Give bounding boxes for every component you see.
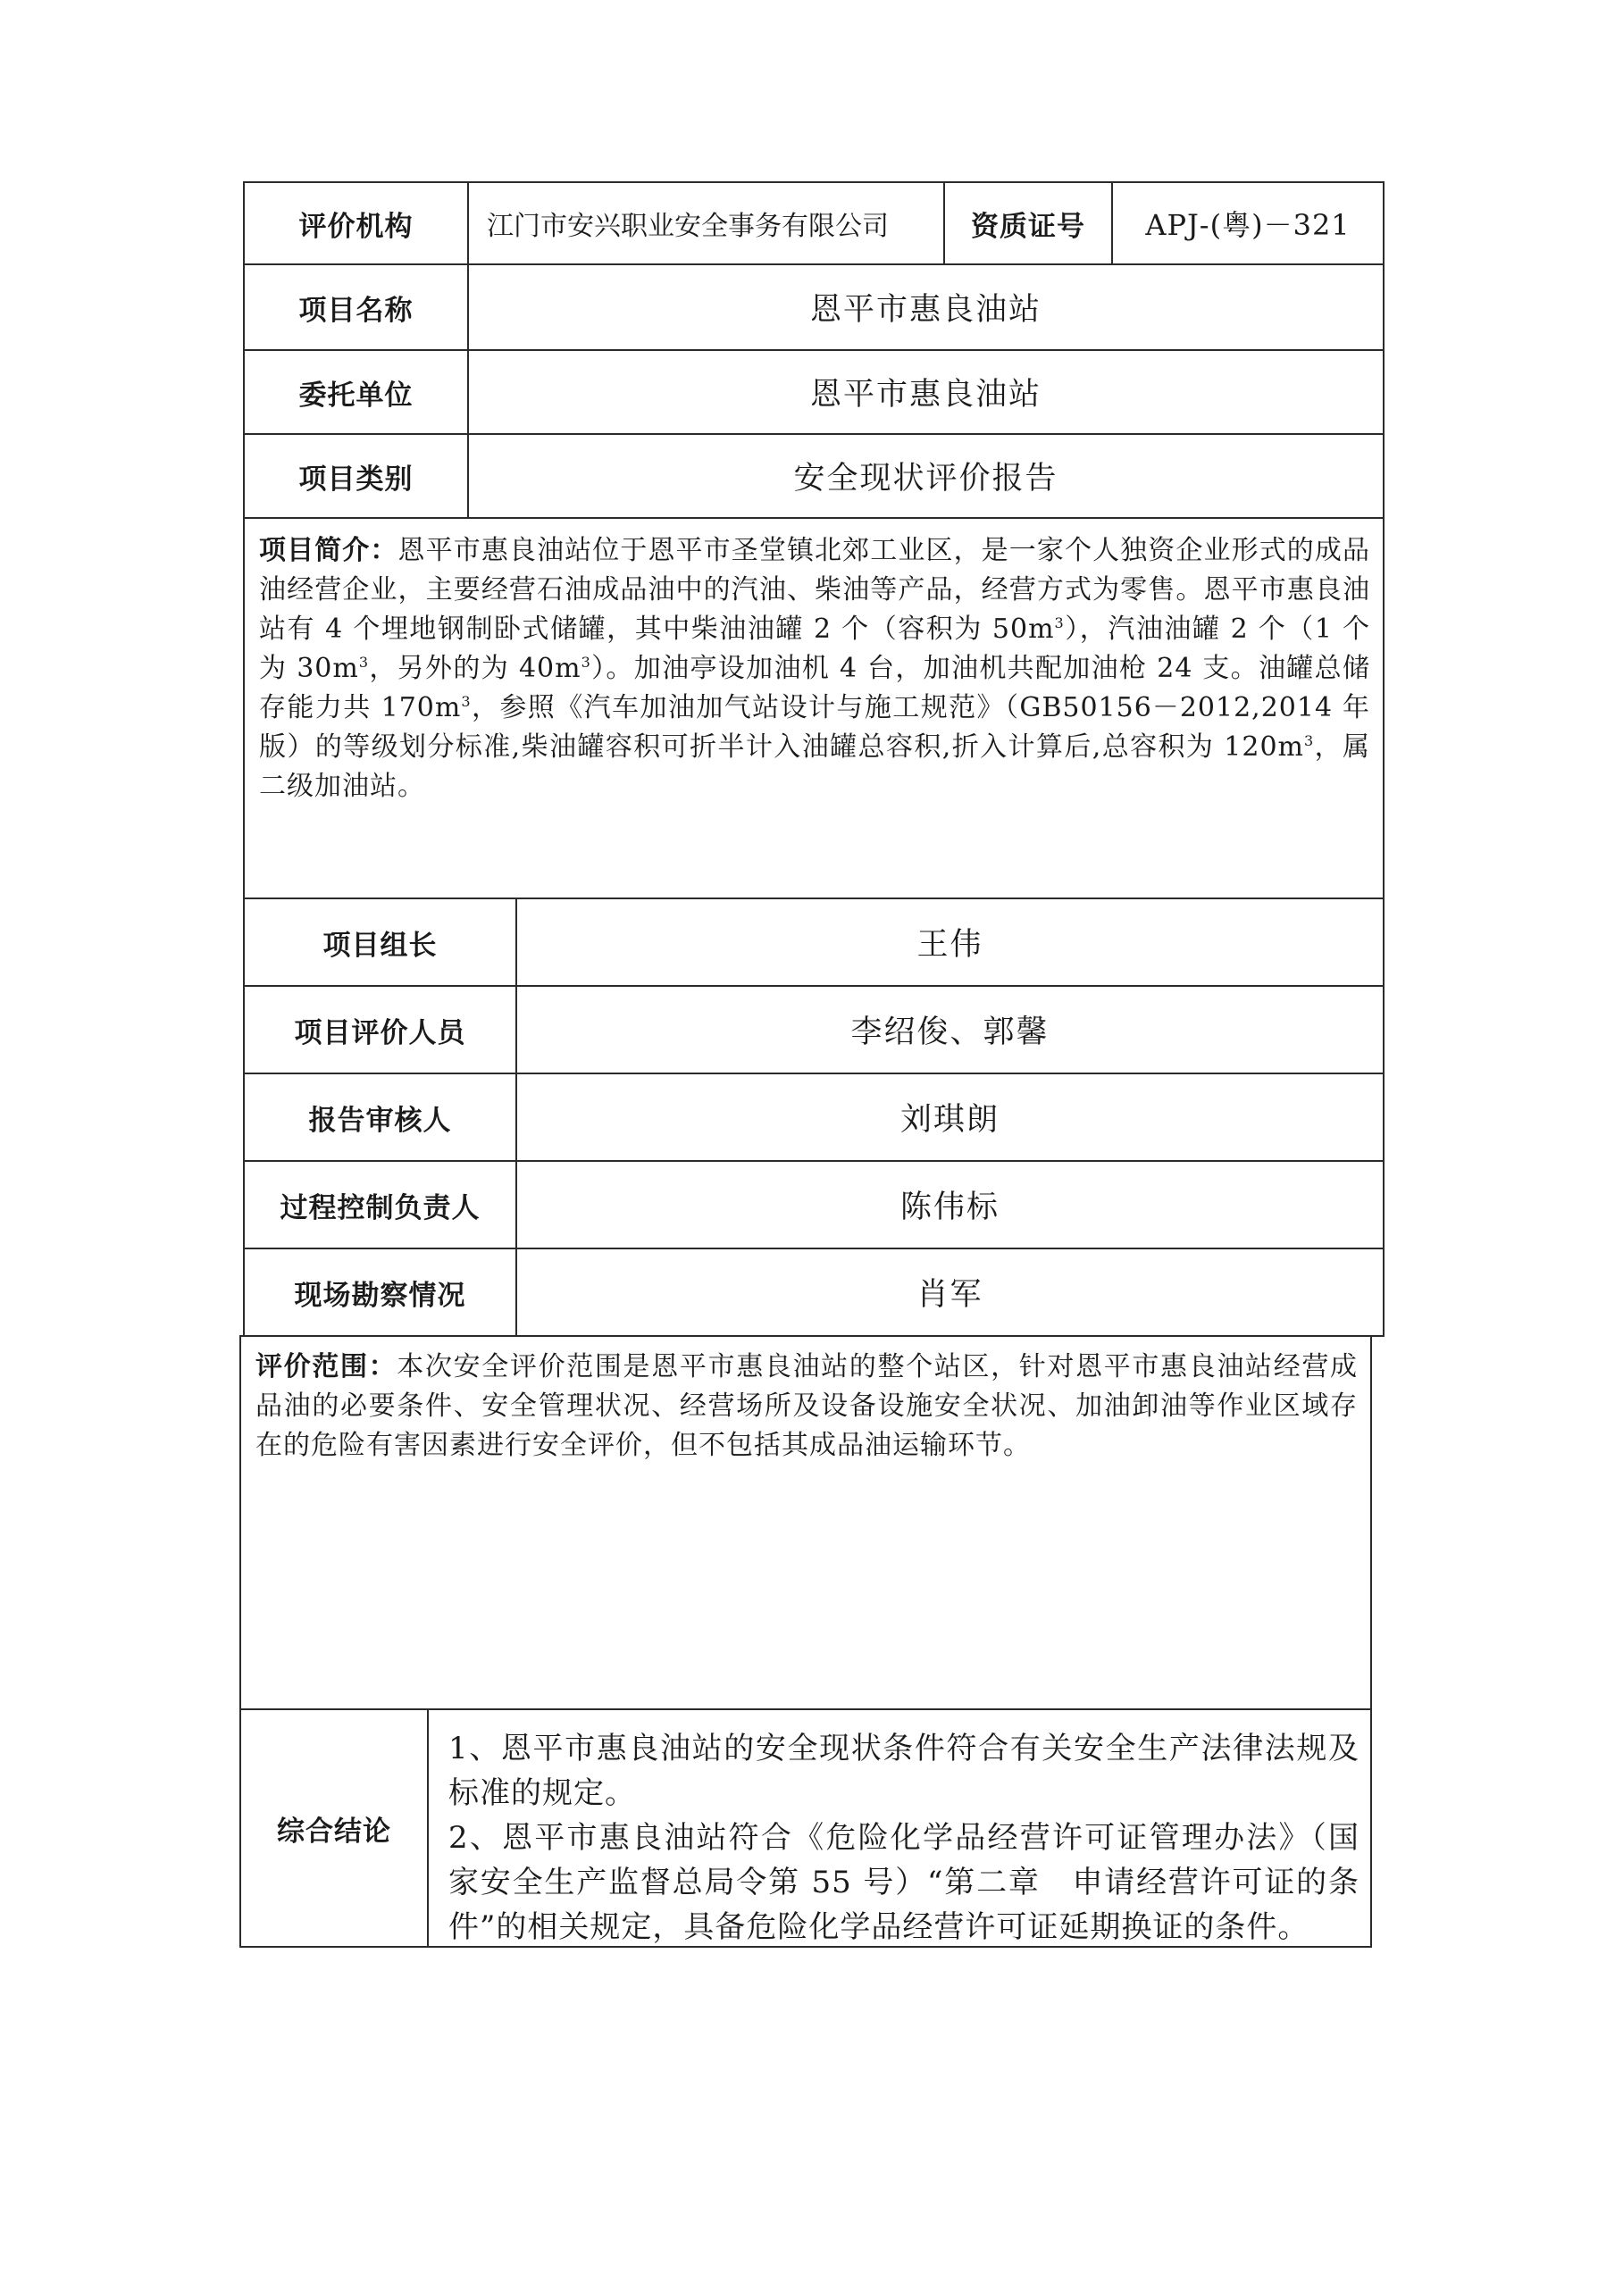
client-label: 委托单位 [243, 349, 469, 435]
category-label: 项目类别 [243, 433, 469, 519]
cert-label: 资质证号 [943, 181, 1113, 265]
summary-sup-5: 3 [1304, 732, 1315, 749]
team-leader-value: 王伟 [515, 898, 1385, 987]
evaluators-label: 项目评价人员 [243, 985, 517, 1074]
site-survey-value: 肖军 [515, 1248, 1385, 1337]
conclusion-item-2: 2、恩平市惠良油站符合《危险化学品经营许可证管理办法》（国家安全生产监督总局令第 55 号）“第二章 申请经营许可证的条件”的相关规定，具备危险化学品经营许可证延期换证的条件。 [448, 1820, 1359, 1945]
summary-label: 项目简介： [259, 535, 398, 566]
project-name-label: 项目名称 [243, 263, 469, 351]
summary-text-6: ，属二级加油站。 [259, 731, 1371, 802]
process-control-label: 过程控制负责人 [243, 1160, 517, 1249]
conclusion-content [427, 1708, 1372, 1948]
summary-text-5: ，参照《汽车加油加气站设计与施工规范》（GB50156－2012,2014 年版）的等级划分标准,柴油罐容积可折半计入油罐总容积,折入计算后,总容积为 120m [259, 692, 1371, 763]
project-summary [243, 517, 1385, 899]
org-label: 评价机构 [243, 181, 469, 265]
summary-text-2: ），汽油油罐 2 个（1 个为 30m [259, 614, 1370, 684]
evaluation-scope [239, 1335, 1372, 1710]
summary-text-3: ，另外的为 40m [369, 653, 581, 684]
summary-sup-3: 3 [581, 654, 591, 671]
evaluation-info-sheet [243, 181, 1385, 1948]
team-leader-label: 项目组长 [243, 898, 517, 987]
summary-sup-1: 3 [1054, 614, 1065, 631]
client-value: 恩平市惠良油站 [467, 349, 1385, 435]
scope-text: 本次安全评价范围是恩平市惠良油站的整个站区，针对恩平市惠良油站经营成品油的必要条件、安全管理状况、经营场所及设备设施安全状况、加油卸油等作业区域存在的危险有害因素进行安全评价，但不包括其成品油运输环节。 [255, 1351, 1359, 1461]
summary-text-4: ）。加油亭设加油机 4 台，加油机共配加油枪 24 支。油罐总储存能力共 170m [259, 653, 1370, 723]
category-value: 安全现状评价报告 [467, 433, 1385, 519]
summary-text-1: 恩平市惠良油站位于恩平市圣堂镇北郊工业区，是一家个人独资企业形式的成品油经营企业，主要经营石油成品油中的汽油、柴油等产品，经营方式为零售。恩平市惠良油站有 4 个埋地钢制卧式储罐，其中柴油油罐 2 个（容积为 50m [259, 535, 1371, 645]
conclusion-label: 综合结论 [239, 1708, 429, 1948]
scope-label: 评价范围： [255, 1351, 397, 1382]
summary-sup-2: 3 [358, 654, 370, 671]
site-survey-label: 现场勘察情况 [243, 1248, 517, 1337]
reviewer-value: 刘琪朗 [515, 1073, 1385, 1162]
evaluators-value: 李绍俊、郭馨 [515, 985, 1385, 1074]
project-name-value: 恩平市惠良油站 [467, 263, 1385, 351]
summary-sup-4: 3 [461, 693, 472, 710]
process-control-value: 陈伟标 [515, 1160, 1385, 1249]
reviewer-label: 报告审核人 [243, 1073, 517, 1162]
org-value: 江门市安兴职业安全事务有限公司 [467, 181, 945, 265]
cert-value: APJ-(粤)－321 [1111, 181, 1385, 265]
conclusion-item-1: 1、恩平市惠良油站的安全现状条件符合有关安全生产法律法规及标准的规定。 [448, 1731, 1359, 1811]
